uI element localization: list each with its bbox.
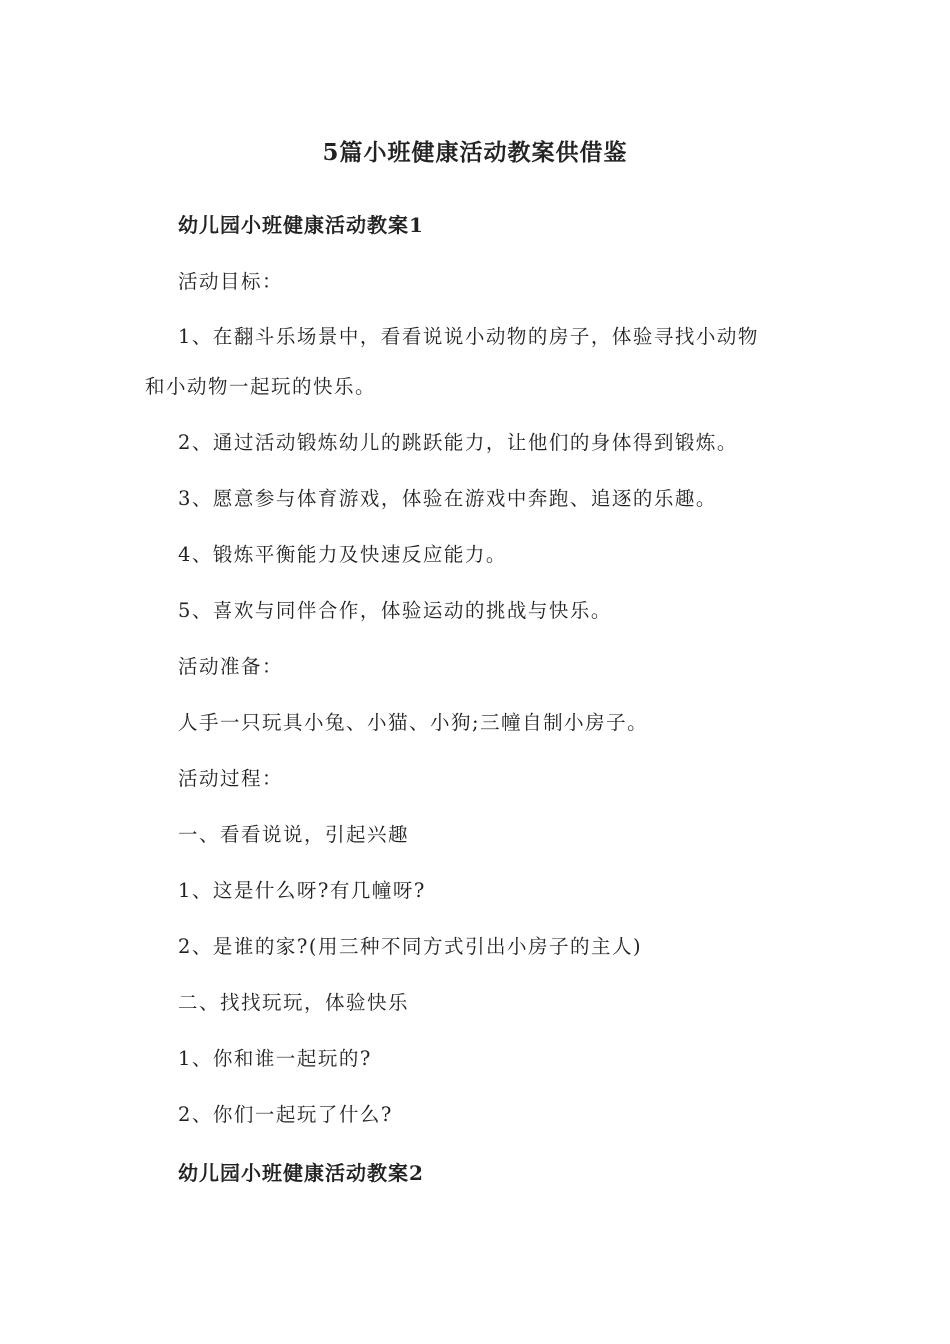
paragraph-process-step-1: 一、看看说说，引起兴趣 <box>178 823 410 846</box>
paragraph-question-2: 2、是谁的家?(用三种不同方式引出小房子的主人) <box>178 935 643 958</box>
paragraph-goal-4: 4、锻炼平衡能力及快速反应能力。 <box>178 543 507 566</box>
paragraph-activity-goals-label: 活动目标： <box>178 270 284 293</box>
paragraph-goal-1-continued: 和小动物一起玩的快乐。 <box>145 375 377 398</box>
section-heading-2: 幼儿园小班健康活动教案2 <box>178 1161 424 1185</box>
paragraph-goal-3: 3、愿意参与体育游戏，体验在游戏中奔跑、追逐的乐趣。 <box>178 487 717 510</box>
section-heading-1: 幼儿园小班健康活动教案1 <box>178 213 424 237</box>
paragraph-question-1: 1、这是什么呀?有几幢呀? <box>178 879 426 902</box>
paragraph-question-4: 2、你们一起玩了什么? <box>178 1103 393 1126</box>
paragraph-preparation-label: 活动准备： <box>178 655 284 678</box>
paragraph-process-label: 活动过程： <box>178 767 284 790</box>
document-title: 5篇小班健康活动教案供借鉴 <box>322 139 628 166</box>
paragraph-preparation: 人手一只玩具小兔、小猫、小狗;三幢自制小房子。 <box>178 711 649 734</box>
paragraph-process-step-2: 二、找找玩玩，体验快乐 <box>178 991 410 1014</box>
paragraph-goal-2: 2、通过活动锻炼幼儿的跳跃能力，让他们的身体得到锻炼。 <box>178 431 738 454</box>
paragraph-goal-5: 5、喜欢与同伴合作，体验运动的挑战与快乐。 <box>178 599 612 622</box>
paragraph-goal-1: 1、在翻斗乐场景中，看看说说小动物的房子，体验寻找小动物 <box>178 325 759 348</box>
paragraph-question-3: 1、你和谁一起玩的? <box>178 1047 372 1070</box>
